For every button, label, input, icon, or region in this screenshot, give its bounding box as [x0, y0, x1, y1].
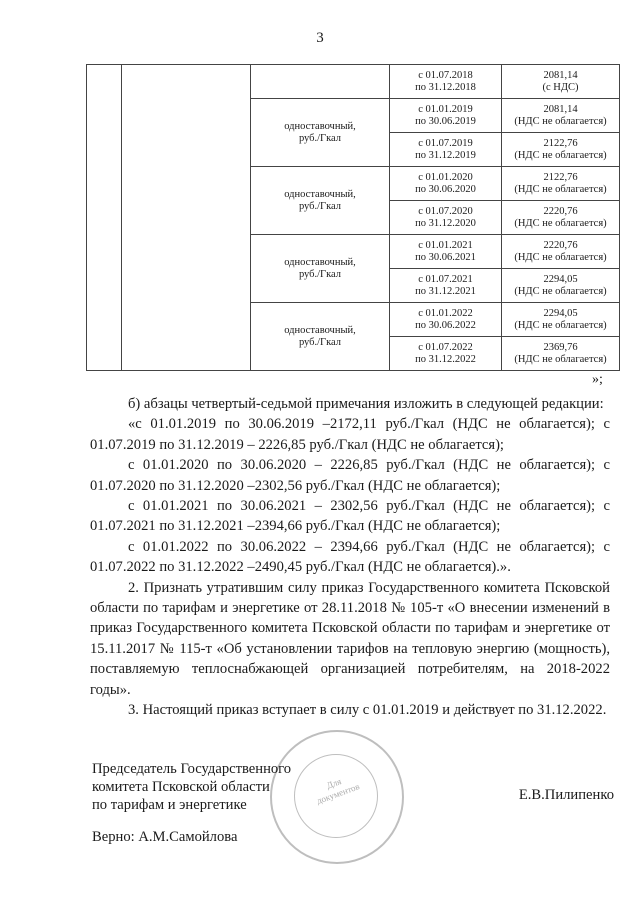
signatory-name: Е.В.Пилипенко — [518, 787, 614, 803]
paragraph-2021: с 01.01.2021 по 30.06.2021 – 2302,56 руб./Гкал (НДС не облагается); с 01.07.2021 по 31.12.2021 –2394,66 руб./Гкал (НДС не облагается); — [90, 498, 610, 535]
empty-cell — [122, 65, 251, 371]
tariff-value-cell: 2294,05 (НДС не облагается) — [502, 303, 620, 337]
paragraph-b: б) абзацы четвертый-седьмой примечания изложить в следующей редакции: — [128, 396, 604, 412]
empty-cell — [87, 65, 122, 371]
period-cell: с 01.07.2018 по 31.12.2018 — [390, 65, 502, 99]
tariff-type-cell: одноставочный, руб./Гкал — [251, 235, 390, 303]
tariff-type-cell: одноставочный, руб./Гкал — [251, 99, 390, 167]
certified-copy-note: Верно: А.М.Самойлова — [92, 829, 238, 845]
tariff-value-cell: 2081,14 (с НДС) — [502, 65, 620, 99]
signatory-title-line: Председатель Государственного — [92, 761, 292, 777]
paragraph-2019: «с 01.01.2019 по 30.06.2019 –2172,11 руб./Гкал (НДС не облагается); с 01.07.2019 по 31.12.2019 – 2226,85 руб./Гкал (НДС не облагается); — [90, 416, 610, 453]
tariff-value-cell: 2122,76 (НДС не облагается) — [502, 133, 620, 167]
tariff-value-cell: 2294,05 (НДС не облагается) — [502, 269, 620, 303]
page-number: 3 — [316, 30, 324, 46]
table-row — [87, 65, 620, 99]
tariff-type-cell: одноставочный, руб./Гкал — [251, 303, 390, 371]
seal-center-text: Для документов — [315, 776, 361, 806]
tariff-value-cell: 2220,76 (НДС не облагается) — [502, 201, 620, 235]
period-cell: с 01.01.2019 по 30.06.2019 — [390, 99, 502, 133]
tariff-value-cell: 2081,14 (НДС не облагается) — [502, 99, 620, 133]
paragraph-item-2: 2. Признать утратившим силу приказ Государственного комитета Псковской области по тарифам и энергетике от 28.11.2018 № 105-т «О внесении изменений в приказ Государственного комитета Псковской области по тарифам и энергетике от 15.11.2017 № 115-т «Об установлении тарифов на тепловую энергию (мощность), поставляемую теплоснабжающей организацией потребителям, на 2018-2022 годы». — [90, 579, 610, 698]
empty-cell — [251, 65, 390, 99]
period-cell: с 01.07.2021 по 31.12.2021 — [390, 269, 502, 303]
paragraph-item-3: 3. Настоящий приказ вступает в силу с 01.01.2019 и действует по 31.12.2022. — [128, 702, 607, 719]
tariff-type-cell: одноставочный, руб./Гкал — [251, 167, 390, 235]
period-cell: с 01.07.2020 по 31.12.2020 — [390, 201, 502, 235]
period-cell: с 01.07.2022 по 31.12.2022 — [390, 337, 502, 371]
paragraph-2020: с 01.01.2020 по 30.06.2020 – 2226,85 руб./Гкал (НДС не облагается); с 01.07.2020 по 31.12.2020 –2302,56 руб./Гкал (НДС не облагается); — [90, 457, 610, 494]
body-text — [90, 394, 610, 721]
tariff-value-cell: 2122,76 (НДС не облагается) — [502, 167, 620, 201]
signatory-title — [92, 760, 291, 814]
tariff-value-cell: 2369,76 (НДС не облагается) — [502, 337, 620, 371]
period-cell: с 01.01.2022 по 30.06.2022 — [390, 303, 502, 337]
period-cell: с 01.01.2020 по 30.06.2020 — [390, 167, 502, 201]
period-cell: с 01.07.2019 по 31.12.2019 — [390, 133, 502, 167]
period-cell: с 01.01.2021 по 30.06.2021 — [390, 235, 502, 269]
closing-quote: »; — [592, 372, 603, 387]
tariff-table — [86, 64, 620, 371]
signatory-title-line: комитета Псковской области — [92, 779, 270, 795]
paragraph-2022: с 01.01.2022 по 30.06.2022 – 2394,66 руб./Гкал (НДС не облагается); с 01.07.2022 по 31.12.2022 –2490,45 руб./Гкал (НДС не облагается).». — [90, 538, 610, 576]
tariff-value-cell: 2220,76 (НДС не облагается) — [502, 235, 620, 269]
signatory-title-line: по тарифам и энергетике — [92, 797, 247, 813]
